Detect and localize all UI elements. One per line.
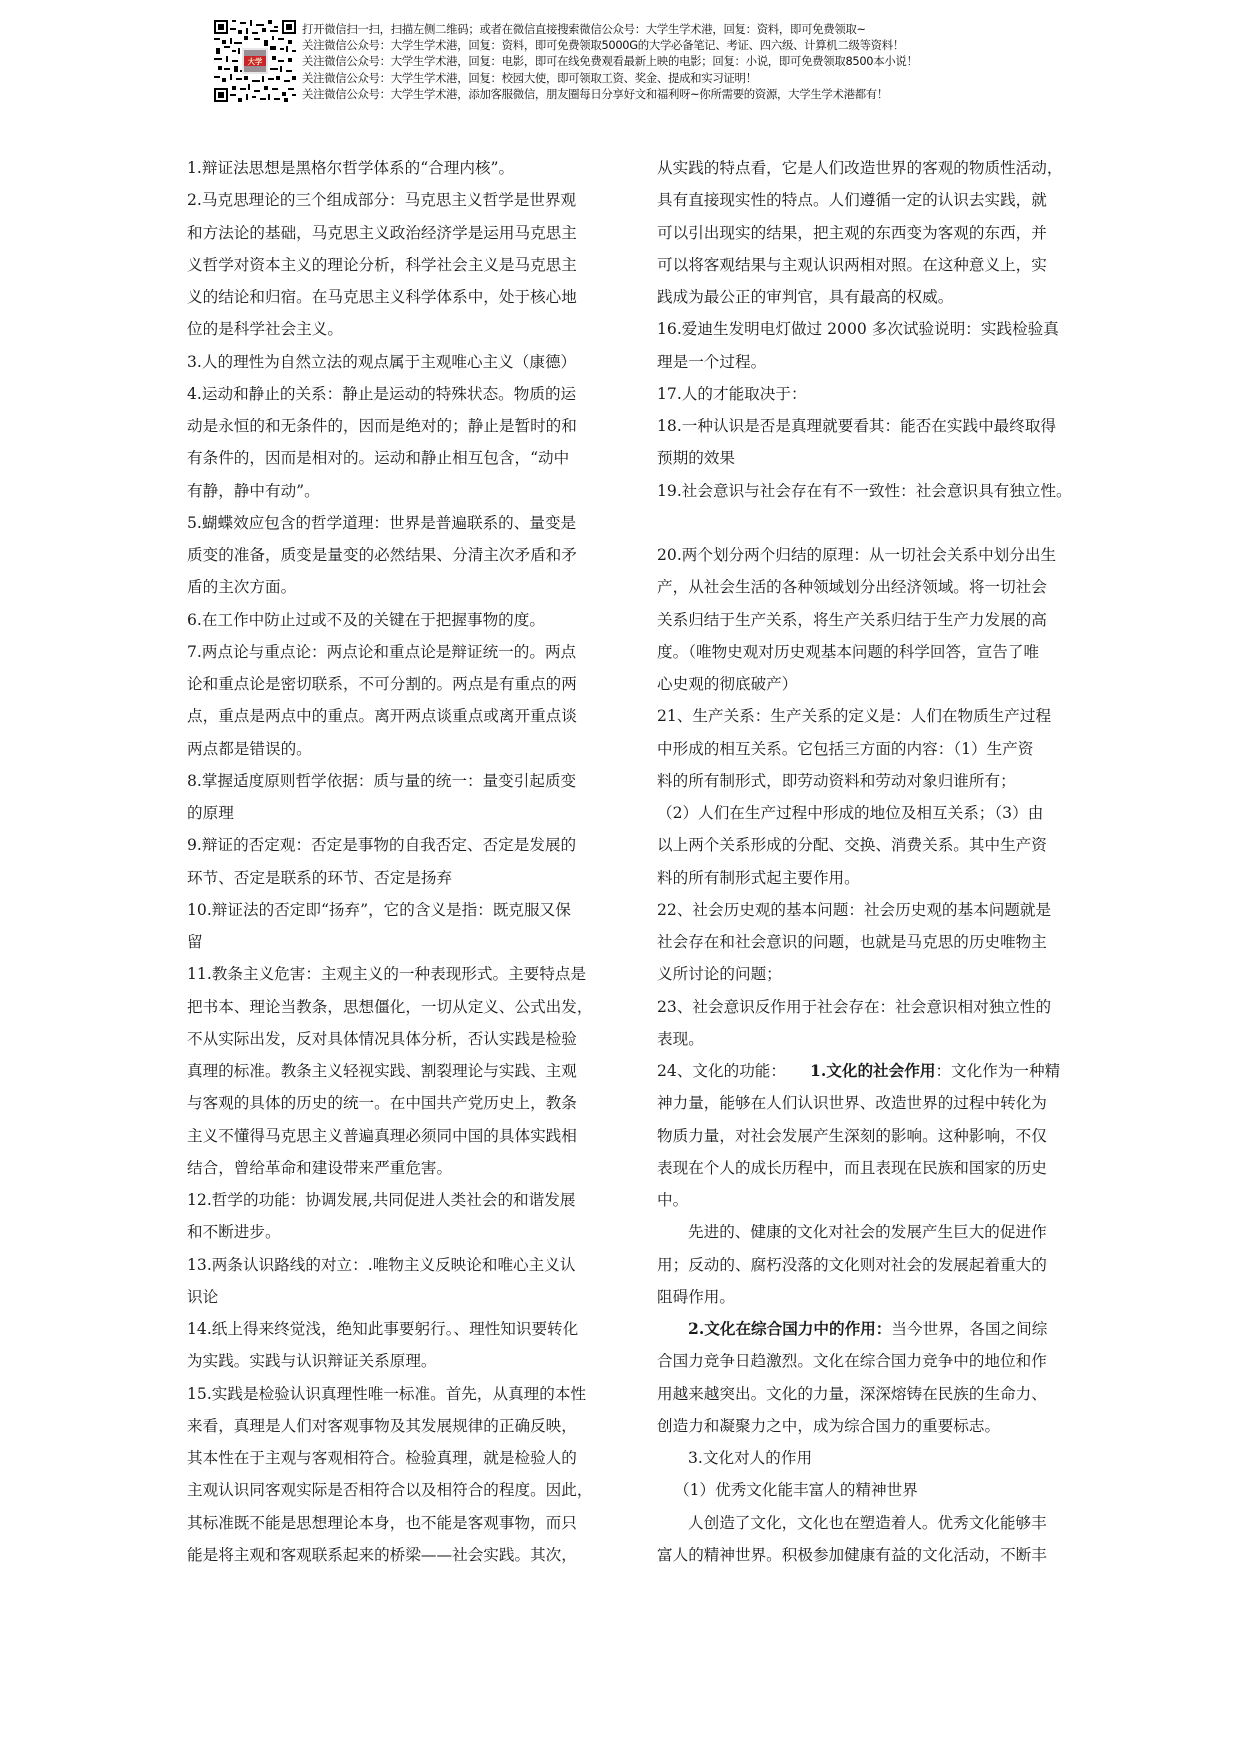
text-line: 19.社会意识与社会存在有不一致性：社会意识具有独立性。 <box>657 481 1072 500</box>
qr-code[interactable] <box>214 20 296 102</box>
promo-header <box>214 20 974 102</box>
text-line: 5.蝴蝶效应包含的哲学道理：世界是普遍联系的、量变是 <box>187 513 577 532</box>
text-line: 表现在个人的成长历程中，而且表现在民族和国家的历史 <box>657 1158 1047 1177</box>
left-column <box>187 152 597 1571</box>
text-line: 可以将客观结果与主观认识两相对照。在这种意义上，实 <box>657 255 1047 274</box>
text-line: 神力量，能够在人们认识世界、改造世界的过程中转化为 <box>657 1094 1047 1113</box>
text-line: 社会存在和社会意识的问题，也就是马克思的历史唯物主 <box>657 933 1047 951</box>
text-line: 18.一种认识是否是真理就要看其：能否在实践中最终取得 <box>657 417 1057 435</box>
text-line: 1.辩证法思想是黑格尔哲学体系的“合理内核”。 <box>187 159 515 177</box>
text-line: 用；反动的、腐朽没落的文化则对社会的发展起着重大的 <box>657 1255 1047 1274</box>
section-2-rest: 当今世界，各国之间综 <box>891 1320 1048 1338</box>
text-line: 义所讨论的问题； <box>657 965 782 984</box>
text-line: 创造力和凝聚力之中，成为综合国力的重要标志。 <box>657 1416 1001 1435</box>
text-line: 6.在工作中防止过或不及的关键在于把握事物的度。 <box>187 610 545 629</box>
section-2-heading: 2.文化在综合国力中的作用： <box>688 1319 892 1338</box>
text-line: 用越来越突出。文化的力量，深深熔铸在民族的生命力、 <box>657 1384 1047 1403</box>
text-line: 预期的效果 <box>657 449 735 468</box>
qr-code-icon <box>214 20 296 102</box>
text-line: 表现。 <box>657 1029 704 1048</box>
item-24-rest: ：文化作为一种精 <box>935 1062 1061 1080</box>
text-line: 留 <box>187 933 203 951</box>
text-line: 真理的标准。教条主义轻视实践、割裂理论与实践、主观 <box>187 1062 577 1080</box>
text-line: 环节、否定是联系的环节、否定是扬弃 <box>187 868 453 887</box>
text-line: 义哲学对资本主义的理论分析，科学社会主义是马克思主 <box>187 255 577 274</box>
text-line: 其本性在于主观与客观相符合。检验真理，就是检验人的 <box>187 1449 577 1467</box>
text-line: 3.人的理性为自然立法的观点属于主观唯心主义（康德） <box>187 352 577 371</box>
promo-line: 关注微信公众号：大学生学术港，回复：资料，即可免费领取5000G的大学必备笔记、考证、四六级、计算机二级等资料！ <box>302 38 904 53</box>
text-line: 心史观的彻底破产） <box>657 675 798 693</box>
text-line: 2.马克思理论的三个组成部分：马克思主义哲学是世界观 <box>187 191 577 210</box>
text-line: 20.两个划分两个归结的原理：从一切社会关系中划分出生 <box>657 546 1057 564</box>
text-line: 点，重点是两点中的重点。离开两点谈重点或离开重点谈 <box>187 707 577 726</box>
promo-line: 关注微信公众号：大学生学术港，添加客服微信，朋友圈每日分享好文和福利呀~你所需要的资源，大学生学术港都有！ <box>302 86 888 101</box>
item-24-line <box>657 1055 1067 1087</box>
text-line: 论和重点论是密切联系，不可分割的。两点是有重点的两 <box>187 675 577 693</box>
promo-line: 打开微信扫一扫，扫描左侧二维码；或者在微信直接搜索微信公众号：大学生学术港，回复：资料，即可免费领取~ <box>302 22 866 36</box>
text-line: 和不断进步。 <box>187 1223 281 1242</box>
text-line: 产，从社会生活的各种领域划分出经济领域。将一切社会 <box>657 578 1047 597</box>
text-line: 先进的、健康的文化对社会的发展产生巨大的促进作 <box>688 1223 1047 1242</box>
text-line: 和方法论的基础，马克思主义政治经济学是运用马克思主 <box>187 223 577 242</box>
text-line: 料的所有制形式起主要作用。 <box>657 868 860 887</box>
text-line: 21、生产关系：生产关系的定义是：人们在物质生产过程 <box>657 707 1052 726</box>
section-2-line <box>657 1313 1067 1345</box>
text-line: 关系归结于生产关系，将生产关系归结于生产力发展的高 <box>657 610 1047 629</box>
promo-line: 关注微信公众号：大学生学术港，回复：电影，即可在线免费观看最新上映的电影；回复：小说，即可免费领取8500本小说！ <box>302 54 918 69</box>
text-line: 义的结论和归宿。在马克思主义科学体系中，处于核心地 <box>187 288 577 306</box>
text-line: 23、社会意识反作用于社会存在：社会意识相对独立性的 <box>657 997 1052 1016</box>
text-line: 为实践。实践与认识辩证关系原理。 <box>187 1352 437 1371</box>
item-24-bold-heading: 1.文化的社会作用 <box>810 1061 936 1080</box>
blank-line <box>657 507 1067 539</box>
text-line: 有静，静中有动”。 <box>187 481 320 500</box>
right-column <box>657 152 1072 1571</box>
text-line: 与客观的具体的历史的统一。在中国共产党历史上，教条 <box>187 1094 577 1113</box>
text-line: 16.爱迪生发明电灯做过 2000 多次试验说明：实践检验真 <box>657 320 1059 339</box>
text-line: 识论 <box>187 1287 219 1306</box>
text-line: 质变的准备，质变是量变的必然结果、分清主次矛盾和矛 <box>187 546 577 564</box>
item-24-prefix: 24、文化的功能： <box>657 1062 786 1080</box>
text-line: 物质力量，对社会发展产生深刻的影响。这种影响，不仅 <box>657 1126 1047 1145</box>
text-line: 结合，曾给革命和建设带来严重危害。 <box>187 1158 453 1177</box>
text-line: 主观认识同客观实际是否相符合以及相符合的程度。因此， <box>187 1481 593 1500</box>
section-3-heading: 3.文化对人的作用 <box>688 1449 813 1467</box>
text-line: 度。（唯物史观对历史观基本问题的科学回答，宣告了唯 <box>657 642 1040 661</box>
text-line: 22、社会历史观的基本问题：社会历史观的基本问题就是 <box>657 900 1052 919</box>
text-line: 中。 <box>657 1191 689 1209</box>
svg-text:大学: 大学 <box>247 57 263 66</box>
text-line: 15.实践是检验认识真理性唯一标准。首先，从真理的本性 <box>187 1384 587 1403</box>
text-line: 合国力竞争日趋激烈。文化在综合国力竞争中的地位和作 <box>657 1352 1047 1371</box>
text-line: 其标准既不能是思想理论本身，也不能是客观事物，而只 <box>187 1513 577 1532</box>
text-line: 能是将主观和客观联系起来的桥梁——社会实践。其次， <box>187 1545 577 1564</box>
text-line: 17.人的才能取决于： <box>657 384 807 403</box>
text-line: 可以引出现实的结果，把主观的东西变为客观的东西，并 <box>657 223 1047 242</box>
text-line: 人创造了文化，文化也在塑造着人。优秀文化能够丰 <box>688 1513 1047 1532</box>
text-line: 阻碍作用。 <box>657 1287 735 1306</box>
text-line: 料的所有制形式，即劳动资料和劳动对象归谁所有； <box>657 771 1016 790</box>
text-line: 4.运动和静止的关系：静止是运动的特殊状态。物质的运 <box>187 384 577 403</box>
promo-text <box>302 21 982 102</box>
text-line: 13.两条认识路线的对立：.唯物主义反映论和唯心主义认 <box>187 1255 576 1274</box>
text-line: 10.辩证法的否定即“扬弃”，它的含义是指：既克服又保 <box>187 900 571 919</box>
text-line: 来看，真理是人们对客观事物及其发展规律的正确反映， <box>187 1416 577 1435</box>
text-line: 盾的主次方面。 <box>187 578 297 597</box>
text-line: 11.教条主义危害：主观主义的一种表现形式。主要特点是 <box>187 965 587 984</box>
text-line: 把书本、理论当教条，思想僵化，一切从定义、公式出发， <box>187 997 593 1016</box>
text-line: 理是一个过程。 <box>657 352 767 371</box>
text-line: 8.掌握适度原则哲学依据：质与量的统一：量变引起质变 <box>187 771 577 790</box>
text-line: 具有直接现实性的特点。人们遵循一定的认识去实践，就 <box>657 191 1047 210</box>
text-line: 富人的精神世界。积极参加健康有益的文化活动，不断丰 <box>657 1545 1047 1564</box>
text-line: 有条件的，因而是相对的。运动和静止相互包含，“动中 <box>187 449 570 468</box>
text-line: 从实践的特点看，它是人们改造世界的客观的物质性活动， <box>657 159 1063 177</box>
text-line: 12.哲学的功能：协调发展,共同促进人类社会的和谐发展 <box>187 1191 576 1209</box>
text-line: 14.纸上得来终觉浅，绝知此事要躬行。、理性知识要转化 <box>187 1320 579 1338</box>
text-line: 不从实际出发，反对具体情况具体分析，否认实践是检验 <box>187 1029 577 1048</box>
text-line: 践成为最公正的审判官，具有最高的权威。 <box>657 288 954 306</box>
text-line: 动是永恒的和无条件的，因而是绝对的；静止是暂时的和 <box>187 417 577 435</box>
text-line: 7.两点论与重点论：两点论和重点论是辩证统一的。两点 <box>187 642 577 661</box>
text-line: 两点都是错误的。 <box>187 739 312 758</box>
text-line: 中形成的相互关系。它包括三方面的内容：（1）生产资 <box>657 739 1034 758</box>
text-line: 9.辩证的否定观：否定是事物的自我否定、否定是发展的 <box>187 836 577 855</box>
text-line: （2）人们在生产过程中形成的地位及相互关系；（3）由 <box>657 804 1044 822</box>
subsection-1-heading: （1）优秀文化能丰富人的精神世界 <box>674 1481 918 1500</box>
text-line: 以上两个关系形成的分配、交换、消费关系。其中生产资 <box>657 836 1047 855</box>
text-line: 位的是科学社会主义。 <box>187 320 343 339</box>
promo-line: 关注微信公众号：大学生学术港，回复：校园大使，即可领取工资、奖金、提成和实习证明！ <box>302 70 757 85</box>
text-line: 主义不懂得马克思主义普遍真理必须同中国的具体实践相 <box>187 1126 577 1145</box>
text-line: 的原理 <box>187 804 234 822</box>
